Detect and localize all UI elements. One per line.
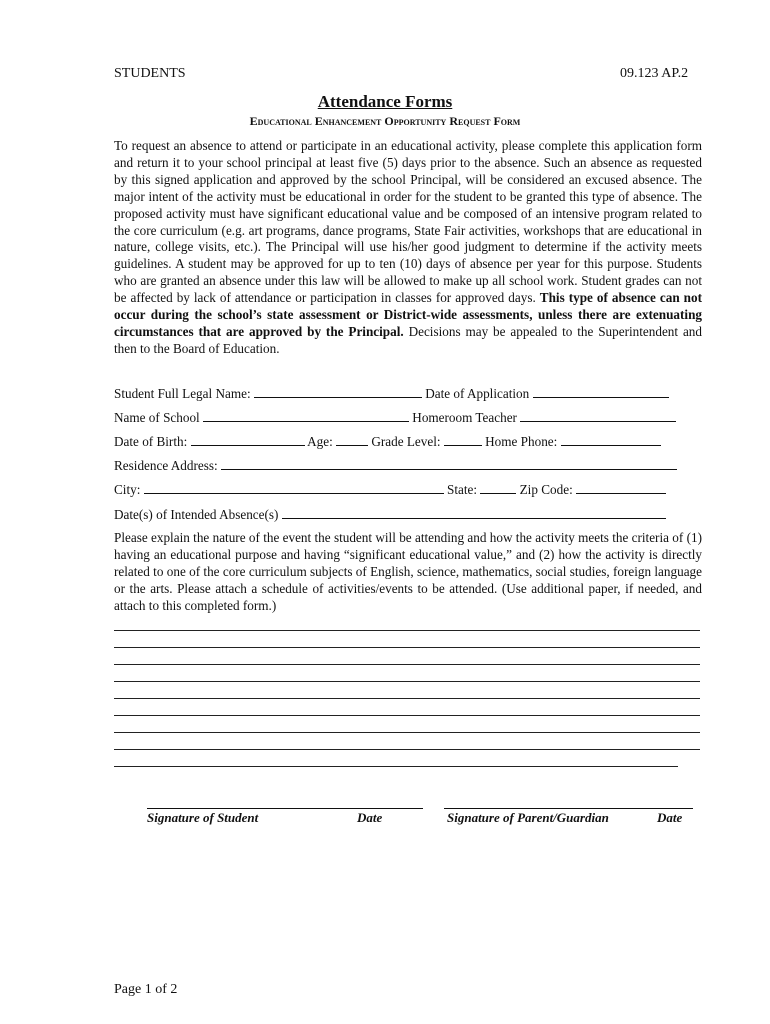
- label-homeroom-teacher: Homeroom Teacher: [412, 410, 517, 425]
- writing-line[interactable]: [114, 681, 700, 682]
- input-age[interactable]: [336, 433, 368, 446]
- intro-bold-text: This type of absence can not occur during the school’s state assessment or District-wide assessments, unless there are extenuating circumstances that are approved by the Principal.: [114, 290, 702, 339]
- input-name-of-school[interactable]: [203, 409, 409, 422]
- writing-line[interactable]: [114, 732, 700, 733]
- field-row-student-name: [114, 385, 694, 402]
- input-city[interactable]: [144, 481, 444, 494]
- intro-paragraph: [114, 138, 702, 358]
- input-date-of-birth[interactable]: [191, 433, 305, 446]
- parent-signature-label: Signature of Parent/Guardian: [447, 810, 609, 825]
- page-title: Attendance Forms: [317, 92, 453, 111]
- label-name-of-school: Name of School: [114, 410, 200, 425]
- writing-line[interactable]: [114, 664, 700, 665]
- input-grade-level[interactable]: [444, 433, 482, 446]
- label-home-phone: Home Phone:: [485, 434, 558, 449]
- label-age: Age:: [307, 434, 333, 449]
- label-city: City:: [114, 482, 141, 497]
- field-row-residence: [114, 457, 694, 474]
- page-subtitle: Educational Enhancement Opportunity Request Form: [249, 114, 521, 128]
- writing-line[interactable]: [114, 698, 700, 699]
- writing-line[interactable]: [114, 630, 700, 631]
- label-date-of-birth: Date of Birth:: [114, 434, 188, 449]
- label-date-of-application: Date of Application: [425, 386, 530, 401]
- writing-line[interactable]: [114, 766, 678, 767]
- label-state: State:: [446, 482, 478, 497]
- label-student-name: Student Full Legal Name:: [114, 386, 251, 401]
- parent-signature-line[interactable]: [444, 808, 693, 809]
- writing-line[interactable]: [114, 749, 700, 750]
- parent-date-label: Date: [657, 810, 683, 825]
- input-date-of-application[interactable]: [533, 385, 669, 398]
- header-section: STUDENTS: [114, 66, 186, 81]
- writing-line[interactable]: [114, 647, 700, 648]
- page-number: Page 1 of 2: [114, 982, 178, 997]
- student-signature-label: Signature of Student: [147, 810, 259, 825]
- input-state[interactable]: [480, 481, 516, 494]
- label-residence-address: Residence Address:: [114, 458, 218, 473]
- field-row-city: [114, 481, 694, 498]
- label-grade-level: Grade Level:: [371, 434, 441, 449]
- input-student-name[interactable]: [254, 385, 422, 398]
- explain-paragraph: Please explain the nature of the event the student will be attending and how the activity meets the criteria of (1) having an educational purpose and having “significant educational value,” and (2) how the activity is directly related to one of the core curriculum subjects of English, science, mathematics, social studies, foreign language or the arts. Please attach a schedule of activities/events to be attended. (Use additional paper, if needed, and attach to this completed form.): [114, 530, 702, 613]
- field-row-school: [114, 409, 694, 426]
- label-dates-of-absence: Date(s) of Intended Absence(s): [114, 507, 279, 522]
- header-code: 09.123 AP.2: [620, 66, 689, 81]
- student-date-label: Date: [357, 810, 383, 825]
- input-zip-code[interactable]: [576, 481, 666, 494]
- input-home-phone[interactable]: [561, 433, 661, 446]
- input-dates-of-absence[interactable]: [282, 506, 666, 519]
- student-signature-line[interactable]: [147, 808, 423, 809]
- label-zip-code: Zip Code:: [519, 482, 573, 497]
- input-homeroom-teacher[interactable]: [520, 409, 676, 422]
- intro-text: To request an absence to attend or participate in an educational activity, please complete this application form and return it to your school principal at least five (5) days prior to the absence. Such an absence as requested by this signed application and approved by the school Principal, will be considered an excused absence. The major intent of the activity must be educational in order for the student to be granted this type of absence. The proposed activity must have significant educational value and be composed of an intensive program related to the core curriculum (e.g. art programs, dance programs, State Fair activities, workshops that are educational in nature, college visits, etc.). The Principal will use his/her good judgment to determine if the activity meets guidelines. A student may be approved for up to ten (10) days of absence per year for this purpose. Students who are granted an absence under this law will be allowed to make up all school work. Student grades can not be affected by lack of attendance or participation in classes for approved days.: [114, 138, 702, 306]
- field-row-absence-dates: [114, 506, 694, 523]
- input-residence-address[interactable]: [221, 457, 677, 470]
- writing-line[interactable]: [114, 715, 700, 716]
- intro-tail-text: Decisions may be appealed to the Superintendent and then to the Board of Education.: [114, 323, 702, 356]
- field-row-birth: [114, 433, 694, 450]
